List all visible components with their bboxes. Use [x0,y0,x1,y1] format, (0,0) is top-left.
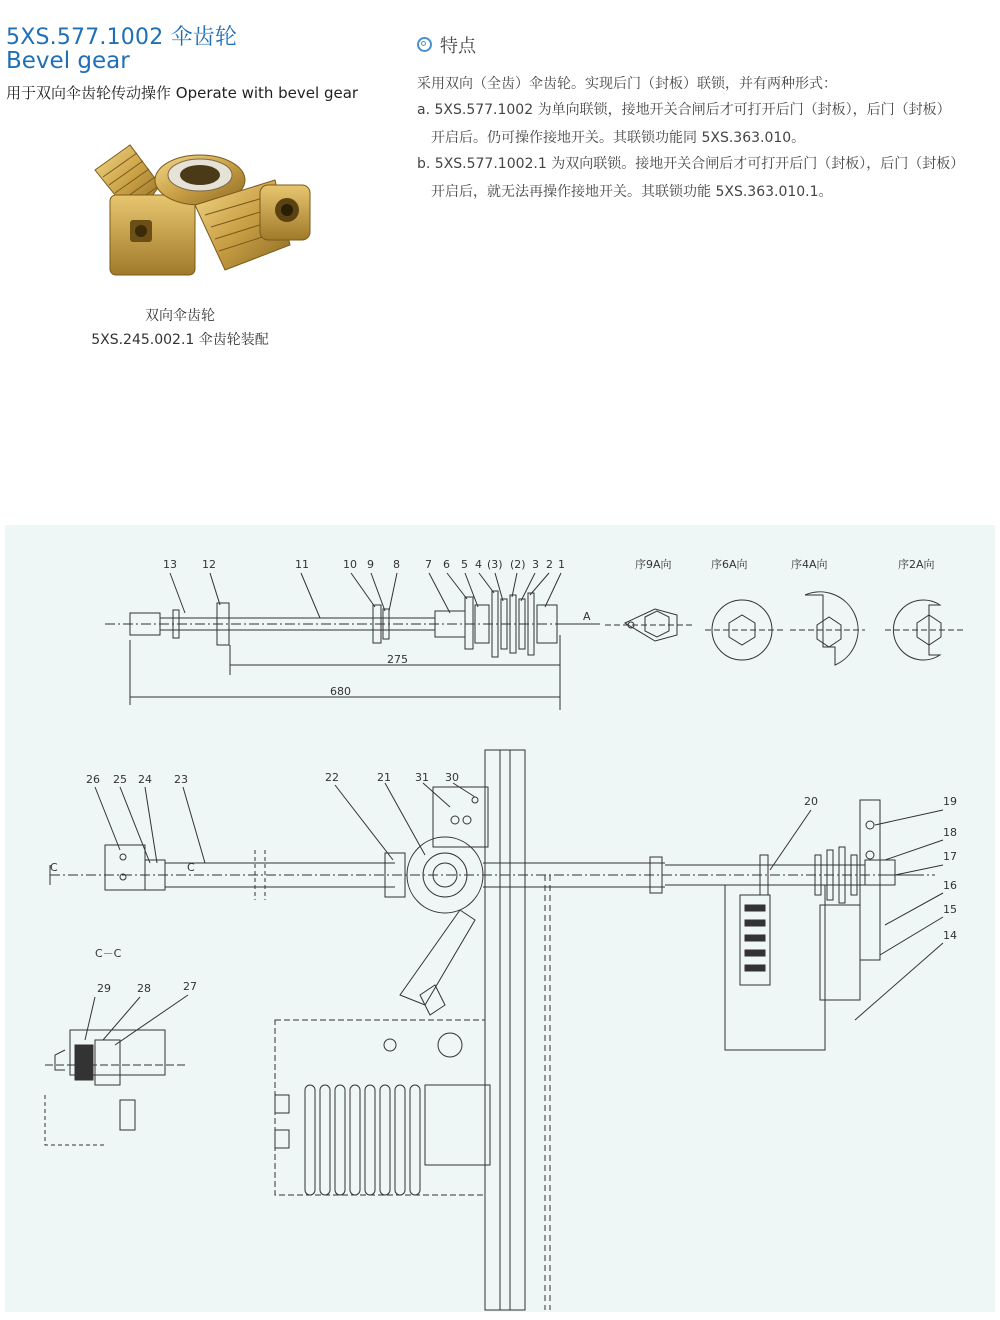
part-number-29: 29 [97,982,111,995]
section-label-cc: C－C [95,947,122,960]
part-number-paren-2: (2) [510,558,526,571]
features-heading [417,32,476,58]
section-view-9a: 序9A向 [635,558,672,571]
part-number-30: 30 [445,771,459,784]
part-number-24: 24 [138,773,152,786]
part-number-21: 21 [377,771,391,784]
part-number-5: 5 [461,558,468,571]
part-number-25: 25 [113,773,127,786]
dimension-275: 275 [387,653,408,666]
features-heading-text: 特点 [440,36,476,57]
part-number-7: 7 [425,558,432,571]
section-marker-c-left: C [50,861,58,874]
product-subtitle: 用于双向伞齿轮传动操作 Operate with bevel gear [6,84,359,102]
photo-caption-name: 双向伞齿轮 [145,308,215,324]
part-number-17: 17 [943,850,957,863]
section-view-4a: 序4A向 [791,558,828,571]
photo-caption-assembly: 5XS.245.002.1 伞齿轮装配 [91,332,269,348]
part-number-23: 23 [174,773,188,786]
part-number-27: 27 [183,980,197,993]
part-number-31: 31 [415,771,429,784]
part-number-11: 11 [295,558,309,571]
dimension-680: 680 [330,685,351,698]
section-view-2a: 序2A向 [898,558,935,571]
bevel-gear-photo [75,125,320,300]
part-number-28: 28 [137,982,151,995]
feature-item-b-continued: 开启后，就无法再操作接地开关。其联锁功能 5XS.363.010.1。 [431,184,833,200]
part-number-3: 3 [532,558,539,571]
part-number-22: 22 [325,771,339,784]
part-number-1: 1 [558,558,565,571]
part-number-10: 10 [343,558,357,571]
part-number-15: 15 [943,903,957,916]
part-number-6: 6 [443,558,450,571]
product-code-title: 5XS.577.1002 伞齿轮 [6,25,238,50]
feature-item-b: b. 5XS.577.1002.1 为双向联锁。接地开关合闸后才可打开后门（封板），后门（封板） [417,156,965,172]
part-number-8: 8 [393,558,400,571]
part-number-paren-3: (3) [487,558,503,571]
part-number-26: 26 [86,773,100,786]
part-number-4: 4 [475,558,482,571]
feature-item-a-continued: 开启后。仍可操作接地开关。其联锁功能同 5XS.363.010。 [431,130,806,146]
part-number-16: 16 [943,879,957,892]
part-number-2: 2 [546,558,553,571]
part-number-14: 14 [943,929,957,942]
feature-item-a: a. 5XS.577.1002 为单向联锁，接地开关合闸后才可打开后门（封板），后门（封板） [417,102,951,118]
product-english-title: Bevel gear [6,48,130,74]
part-number-9: 9 [367,558,374,571]
part-number-13: 13 [163,558,177,571]
section-view-6a: 序6A向 [711,558,748,571]
part-number-12: 12 [202,558,216,571]
technical-drawing [5,525,995,1312]
arrow-a-label: A [583,610,591,623]
circle-bullet-icon [417,37,432,52]
section-marker-c-right: C [187,861,195,874]
part-number-18: 18 [943,826,957,839]
part-number-20: 20 [804,795,818,808]
features-intro: 采用双向（全齿）伞齿轮。实现后门（封板）联锁，并有两种形式： [417,76,837,92]
technical-drawing-panel [5,525,995,1312]
part-number-19: 19 [943,795,957,808]
